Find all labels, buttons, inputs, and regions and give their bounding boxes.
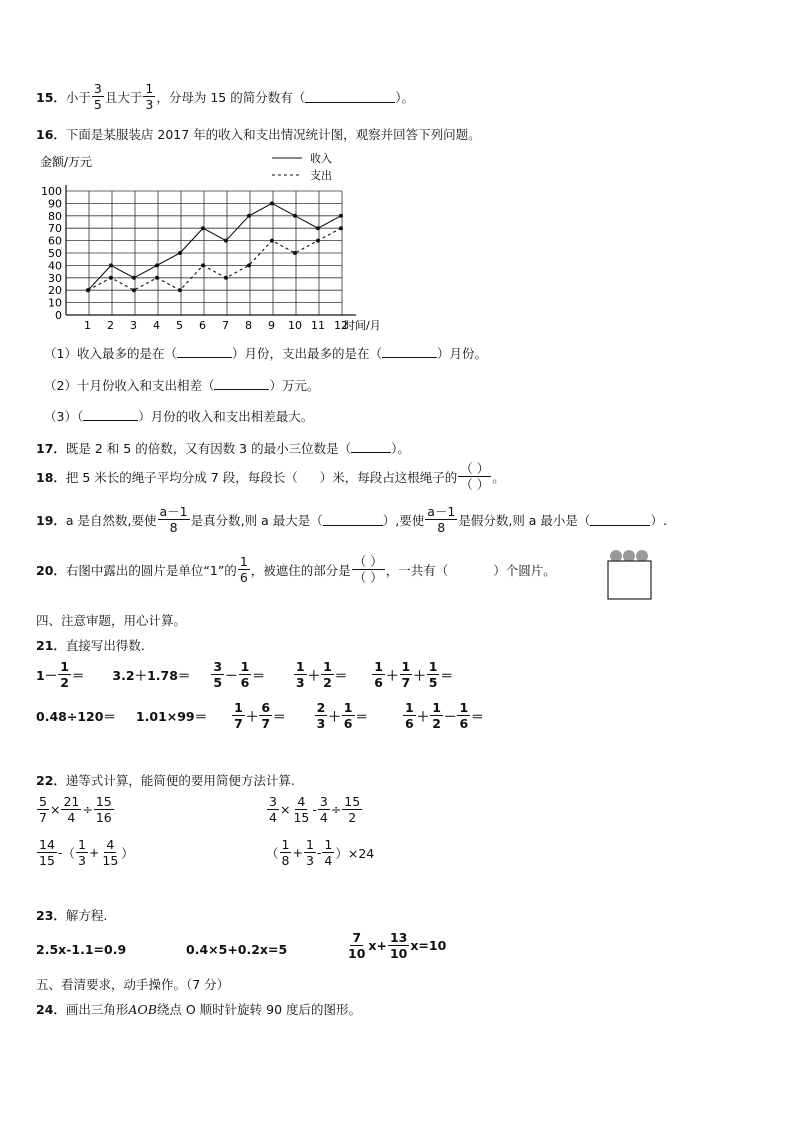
question-22: 22．递等式计算，能简便的要用简便方法计算. bbox=[36, 773, 295, 788]
q22-expr-2: $\frac{3}{4}$ × $\frac{4}{15}$ - $\frac{3}{4}$ ÷ $\frac{15}{2}$ bbox=[269, 794, 361, 826]
chart-axes bbox=[41, 185, 381, 332]
blank-fraction[interactable]: $\frac{( )}{( )}$ bbox=[353, 554, 383, 586]
fraction-a-minus-1-over-8: $\frac{a-1}{8}$ bbox=[427, 504, 456, 536]
y-tick-label: 40 bbox=[48, 259, 62, 273]
answer-blank[interactable] bbox=[382, 345, 437, 358]
data-point bbox=[86, 288, 90, 292]
equation-1: 2.5x-1.1=0.9 bbox=[36, 942, 127, 957]
fraction-3-5: $\frac{3}{5}$ bbox=[93, 81, 102, 113]
question-20: 20． 右图中露出的圆片是单位“1”的 $\frac{1}{6}$ ，被遮住的部分是 $\frac{( )}{( )}$ ，一共有（ ）个圆片。 bbox=[36, 554, 556, 586]
question-21: 21．直接写出得数. bbox=[36, 638, 145, 653]
equation-3: $\frac{7}{10}$ x+ $\frac{13}{10}$ x=10 bbox=[348, 930, 447, 962]
question-18: 18． 把 5 米长的绳子平均分成 7 段，每段长（ ）米，每段占这根绳子的 $\frac{( )}{( )}$ 。 bbox=[36, 461, 505, 493]
question-19: 19． a 是自然数,要使 $\frac{a-1}{8}$ 是真分数,则 a 最大是（ ）,要使 $\frac{a-1}{8}$ 是假分数,则 a 最小是（ ）. bbox=[36, 504, 667, 536]
series-line-收入 bbox=[88, 203, 341, 290]
question-16-2: （2）十月份收入和支出相差（ ）万元。 bbox=[44, 378, 320, 393]
y-tick-label: 0 bbox=[55, 309, 62, 322]
y-tick-label: 50 bbox=[48, 247, 62, 260]
q15-text-end: ）。 bbox=[395, 89, 414, 105]
answer-blank[interactable] bbox=[590, 513, 650, 526]
series-line-支出 bbox=[88, 228, 341, 290]
y-axis-label: 金额/万元 bbox=[40, 155, 93, 169]
data-point bbox=[155, 263, 159, 267]
income-expense-line-chart bbox=[30, 148, 400, 336]
question-16-3: （3）（ ）月份的收入和支出相差最大。 bbox=[44, 409, 314, 424]
chart-grid bbox=[66, 191, 342, 315]
data-point bbox=[293, 251, 297, 255]
answer-blank[interactable] bbox=[214, 377, 269, 390]
question-15 bbox=[36, 82, 414, 111]
x-tick-label: 3 bbox=[130, 319, 137, 332]
x-tick-label: 4 bbox=[153, 319, 160, 332]
data-point bbox=[109, 276, 113, 280]
chart-legend bbox=[272, 151, 332, 182]
question-24: 24．画出三角形AOB绕点 O 顺时针旋转 90 度后的图形。 bbox=[36, 1002, 362, 1017]
data-point bbox=[178, 288, 182, 292]
question-number: 15． bbox=[36, 89, 66, 105]
data-point bbox=[339, 226, 343, 230]
x-tick-label: 2 bbox=[107, 319, 114, 332]
q15-text-mid: 且大于 bbox=[104, 89, 143, 105]
data-point bbox=[247, 263, 251, 267]
fraction-1-6: $\frac{1}{6}$ bbox=[239, 554, 248, 586]
data-point bbox=[201, 263, 205, 267]
cover-rectangle bbox=[608, 561, 651, 599]
x-tick-label: 5 bbox=[176, 319, 183, 332]
data-point bbox=[224, 239, 228, 243]
data-point bbox=[132, 276, 136, 280]
data-point bbox=[178, 251, 182, 255]
y-tick-label: 10 bbox=[48, 296, 62, 310]
blank-fraction[interactable]: $\frac{( )}{( )}$ bbox=[460, 461, 490, 493]
q15-text-post: ，分母为 15 的简分数有（ bbox=[156, 89, 306, 105]
question-16 bbox=[36, 125, 481, 143]
x-tick-label: 10 bbox=[288, 319, 302, 332]
question-number: 16． bbox=[36, 127, 66, 142]
data-point bbox=[316, 239, 320, 243]
q21-row-2: 0.48÷120＝ 1.01×99＝ $\frac{1}{7}$ ＋ $\frac{6}{7}$ ＝ $\frac{2}{3}$ ＋ $\frac{1}{6}$ ＝ $\frac{1}{6}$ ＋ $\frac{1}{2}$ － $\frac{1}{6}$ ＝ bbox=[36, 700, 484, 732]
y-tick-label: 70 bbox=[48, 222, 62, 236]
x-tick-label: 9 bbox=[268, 319, 275, 332]
y-tick-label: 100 bbox=[41, 185, 62, 198]
x-tick-label: 12 bbox=[334, 319, 348, 332]
fraction-1-3: $\frac{1}{3}$ bbox=[145, 81, 154, 113]
q22-expr-1: $\frac{5}{7}$ × $\frac{21}{4}$ ÷ $\frac{15}{16}$ bbox=[39, 794, 112, 826]
answer-blank[interactable] bbox=[323, 513, 383, 526]
disc-icon bbox=[610, 550, 622, 562]
disc-icon bbox=[636, 550, 648, 562]
covered-discs-figure bbox=[605, 548, 655, 602]
y-tick-label: 90 bbox=[48, 197, 62, 211]
question-17: 17．既是 2 和 5 的倍数，又有因数 3 的最小三位数是（ ）。 bbox=[36, 441, 410, 456]
x-tick-label: 6 bbox=[199, 319, 206, 332]
q16-text: 下面是某服装店 2017 年的收入和支出情况统计图，观察并回答下列问题。 bbox=[65, 127, 481, 142]
question-16-1: （1）收入最多的是在（ ）月份，支出最多的是在（ ）月份。 bbox=[44, 346, 487, 361]
q22-expr-3: $\frac{14}{15}$ - （ $\frac{1}{3}$ + $\frac{4}{15}$ ） bbox=[39, 837, 134, 869]
chart-series bbox=[86, 201, 343, 292]
equation-2: 0.4×5+0.2x=5 bbox=[186, 942, 288, 957]
data-point bbox=[270, 201, 274, 205]
data-point bbox=[224, 276, 228, 280]
question-23: 23．解方程. bbox=[36, 908, 108, 923]
fraction-a-minus-1-over-8: $\frac{a-1}{8}$ bbox=[159, 504, 188, 536]
answer-blank[interactable] bbox=[305, 90, 395, 103]
x-tick-label: 7 bbox=[222, 319, 229, 332]
legend-label: 支出 bbox=[310, 169, 332, 182]
data-point bbox=[339, 214, 343, 218]
x-axis-label: 时间/月 bbox=[344, 319, 381, 332]
section-4-heading: 四、注意审题，用心计算。 bbox=[36, 613, 187, 628]
data-point bbox=[247, 214, 251, 218]
data-point bbox=[293, 214, 297, 218]
disc-icon bbox=[623, 550, 635, 562]
q22-expr-4: （ $\frac{1}{8}$ + $\frac{1}{3}$ - $\frac{1}{4}$ ）×24 bbox=[266, 837, 375, 869]
x-tick-label: 1 bbox=[84, 319, 91, 332]
triangle-name: AOB bbox=[128, 1002, 157, 1017]
answer-blank[interactable] bbox=[351, 440, 391, 453]
q21-row-1: 1－ $\frac{1}{2}$ ＝ 3.2＋1.78＝ $\frac{3}{5}$ － $\frac{1}{6}$ ＝ $\frac{1}{3}$ ＋ $\frac{1}{2}$ ＝ $\frac{1}{6}$ ＋ $\frac{1}{7}$ ＋ $\frac{1}{5}$ ＝ bbox=[36, 659, 453, 691]
answer-blank[interactable] bbox=[83, 408, 138, 421]
q15-text-pre: 小于 bbox=[65, 89, 91, 105]
legend-label: 收入 bbox=[310, 152, 332, 165]
x-tick-label: 11 bbox=[311, 319, 325, 332]
data-point bbox=[201, 226, 205, 230]
data-point bbox=[316, 226, 320, 230]
data-point bbox=[155, 276, 159, 280]
y-tick-label: 30 bbox=[48, 271, 62, 285]
answer-blank[interactable] bbox=[177, 345, 232, 358]
section-5-heading: 五、看清要求，动手操作。（7 分） bbox=[36, 977, 230, 992]
y-tick-label: 20 bbox=[48, 284, 62, 298]
x-tick-label: 8 bbox=[245, 319, 252, 332]
data-point bbox=[132, 288, 136, 292]
data-point bbox=[109, 263, 113, 267]
y-tick-label: 60 bbox=[48, 234, 62, 248]
y-tick-label: 80 bbox=[48, 209, 62, 223]
data-point bbox=[270, 239, 274, 243]
